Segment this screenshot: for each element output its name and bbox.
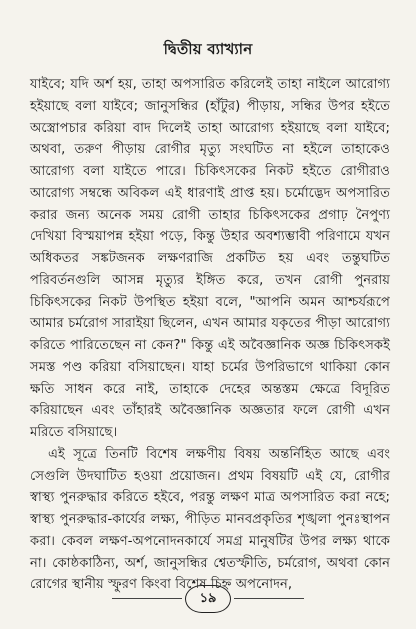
chapter-heading: দ্বিতীয় ব্যাখ্যান [163, 40, 253, 58]
body-text [30, 74, 390, 596]
paragraph-1: যাইবে; যদি অর্শ হয়, তাহা অপসারিত করিলেই তাহা নাইলে আরোগ্য হইয়াছে বলা যাইবে; জানুসন্ধির (হাঁটুর) পীড়ায়, সন্ধির উপর হইতে অস্ত্রোপচার করিয়া বাদ দিলেই তাহা আরোগ্য হইয়াছে বলা যাইবে; অথবা, তরুণ পীড়ায় রোগীর মৃত্যু সংঘটিত না হইলে তাহাকেও আরোগ্য বলা যাইতে পারে। চিকিৎসকের নিকট হইতে রোগীরাও আরোগ্য সম্বন্ধে অবিকল এই ধারণাই প্রাপ্ত হয়। চর্মোদ্ভেদ অপসারিত করার জন্য অনেক সময় রোগী তাহার চিকিৎসকের প্রগাঢ় নৈপুণ্য দেখিয়া বিস্ময়াপন্ন হইয়া পড়ে, কিন্তু উহার অবশ্যম্ভাবী পরিণামে যখন অধিকতর সঙ্কটজনক লক্ষণরাজি প্রকটিত হয় এবং তন্তুঘটিত পরিবর্তনগুলি আসন্ন মৃত্যুর ইঙ্গিত করে, তখন রোগী পুনরায় চিকিৎসকের নিকট উপস্থিত হইয়া বলে, "আপনি অমন আশ্চর্যরূপে আমার চর্মরোগ সারাইয়া ছিলেন, এখন আমার যকৃতের পীড়া আরোগ্য করিতে পারিতেছেন না কেন?" কিন্তু এই অবৈজ্ঞানিক অজ্ঞ চিকিৎসকই সমস্ত পণ্ড করিয়া বসিয়াছেন। যাহা চর্মের উপরিভাগে থাকিয়া কোন ক্ষতি সাধন করে নাই, তাহাকে দেহের অন্তস্তম ক্ষেত্রে বিদূরিত করিয়াছেন এবং তাঁহারই অবৈজ্ঞানিক অজ্ঞতার ফলে রোগী এখন মরিতে বসিয়াছে। [30, 77, 390, 440]
paragraph-2: এই সূত্রে তিনটি বিশেষ লক্ষণীয় বিষয় অন্তর্নিহিত আছে এবং সেগুলি উদঘাটিত হওয়া প্রয়োজন। প্রথম বিষয়টি এই যে, রোগীর স্বাস্থ্য পুনরুদ্ধার করিতে হইবে, পরন্তু লক্ষণ মাত্র অপসারিত করা নহে; স্বাস্থ্য পুনরুদ্ধার-কার্যের লক্ষ্য, পীড়িত মানবপ্রকৃতির শৃঙ্খলা পুনঃস্থাপন করা। কেবল লক্ষণ-অপনোদনকার্যে সমগ্র মানুষটির উপর লক্ষ্য থাকে না। কোষ্ঠকাঠিন্য, অর্শ, জানুসন্ধির শ্বেতস্ফীতি, চর্মরোগ, অথবা কোন রোগের স্থানীয় স্ফুরণ কিংবা বিশেষ চিহ্ন অপনোদন, [30, 446, 390, 593]
page-number: ১৯ [185, 585, 232, 613]
page-footer [0, 585, 416, 613]
